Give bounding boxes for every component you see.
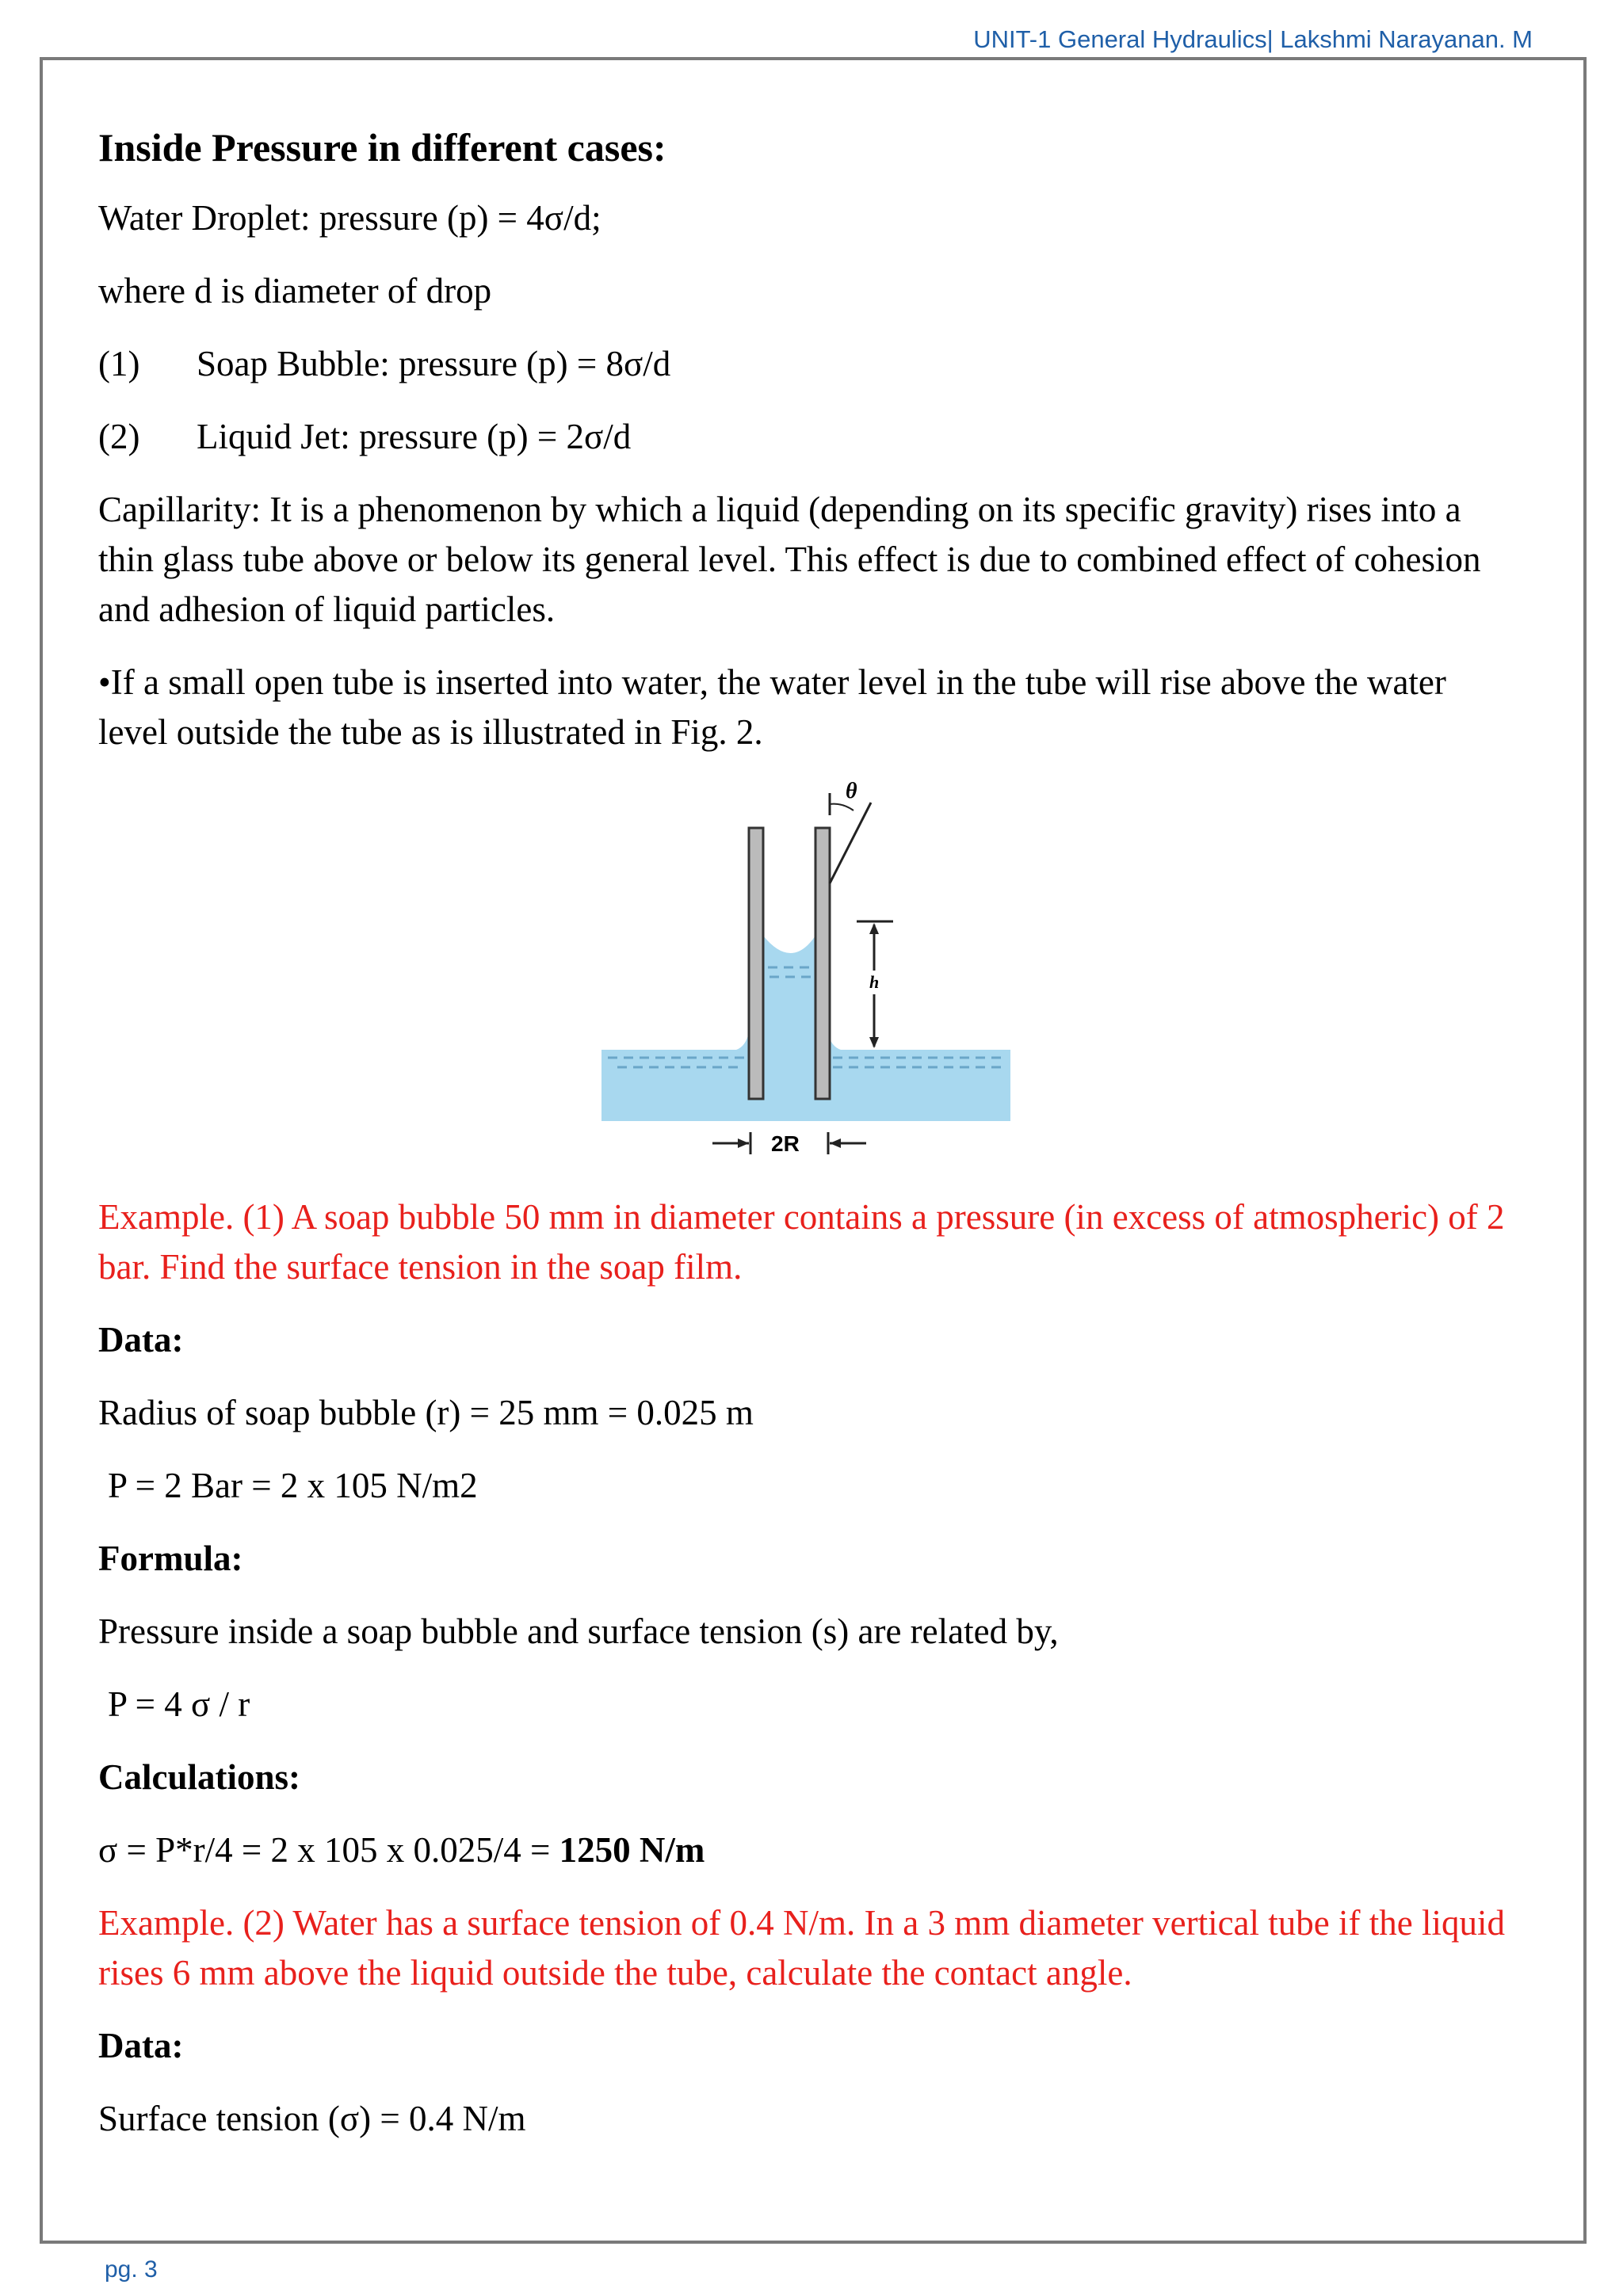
h-arrow-up: [869, 923, 879, 934]
example-1-formula-label: Formula:: [98, 1539, 243, 1578]
example-1-formula-text: Pressure inside a soap bubble and surface tension (s) are related by,: [98, 1611, 1059, 1651]
tube-wall-right: [815, 828, 830, 1099]
tube-wall-left: [749, 828, 763, 1099]
example-1-calc-label: Calculations:: [98, 1757, 301, 1797]
list-text: Liquid Jet: pressure (p) = 2σ/d: [197, 417, 632, 456]
capillary-tube-diagram: [601, 780, 1014, 1161]
list-number: (1): [98, 344, 140, 383]
example-1-formula: P = 4 σ / r: [108, 1684, 250, 1724]
page-content: [98, 123, 1517, 2167]
inner-water-column: [763, 936, 815, 1099]
page-number: pg. 3: [105, 2256, 158, 2283]
r-arrow-right: [830, 1138, 841, 1148]
r-arrow-left: [738, 1138, 749, 1148]
where-line: where d is diameter of drop: [98, 271, 492, 311]
h-label: h: [869, 972, 880, 992]
page-header: UNIT-1 General Hydraulics| Lakshmi Narayanan. M: [973, 25, 1533, 53]
theta-label: θ: [846, 780, 857, 803]
water-droplet-line: Water Droplet: pressure (p) = 4σ/d;: [98, 198, 601, 238]
example-2-surface-tension: Surface tension (σ) = 0.4 N/m: [98, 2099, 526, 2138]
capillarity-paragraph: Capillarity: It is a phenomenon by which a liquid (depending on its specific gravity) rises into a thin glass tube above or below its general level. This effect is due to combined effect of cohesion and adhesion of liquid particles.: [98, 490, 1481, 629]
example-2-data-label: Data:: [98, 2026, 184, 2065]
bullet-paragraph: •If a small open tube is inserted into water, the water level in the tube will rise above the water level outside the tube as is illustrated in Fig. 2.: [98, 662, 1446, 752]
list-item-soap-bubble: [98, 339, 1517, 389]
example-1-radius: Radius of soap bubble (r) = 25 mm = 0.025 m: [98, 1393, 754, 1432]
list-item-liquid-jet: [98, 412, 1517, 462]
example-1-question: Example. (1) A soap bubble 50 mm in diameter contains a pressure (in excess of atmospheric) of 2 bar. Find the surface tension in the soap film.: [98, 1197, 1505, 1287]
example-1-calculation: [98, 1825, 1517, 1875]
list-number: (2): [98, 417, 140, 456]
angle-arc: [830, 804, 854, 810]
section-heading: Inside Pressure in different cases:: [98, 125, 666, 170]
example-2-question: Example. (2) Water has a surface tension of 0.4 N/m. In a 3 mm diameter vertical tube if the liquid rises 6 mm above the liquid outside the tube, calculate the contact angle.: [98, 1903, 1505, 1993]
capillary-figure: [98, 780, 1517, 1161]
list-text: Soap Bubble: pressure (p) = 8σ/d: [197, 344, 671, 383]
outer-meniscus-left: [736, 1032, 749, 1050]
example-1-data-label: Data:: [98, 1320, 184, 1360]
width-label: 2R: [771, 1131, 800, 1156]
calc-expression: σ = P*r/4 = 2 x 105 x 0.025/4 =: [98, 1830, 559, 1870]
contact-angle-line: [830, 803, 871, 883]
h-arrow-down: [869, 1037, 879, 1048]
calc-result: 1250 N/m: [559, 1830, 705, 1870]
example-1-pressure: P = 2 Bar = 2 x 105 N/m2: [108, 1466, 478, 1505]
